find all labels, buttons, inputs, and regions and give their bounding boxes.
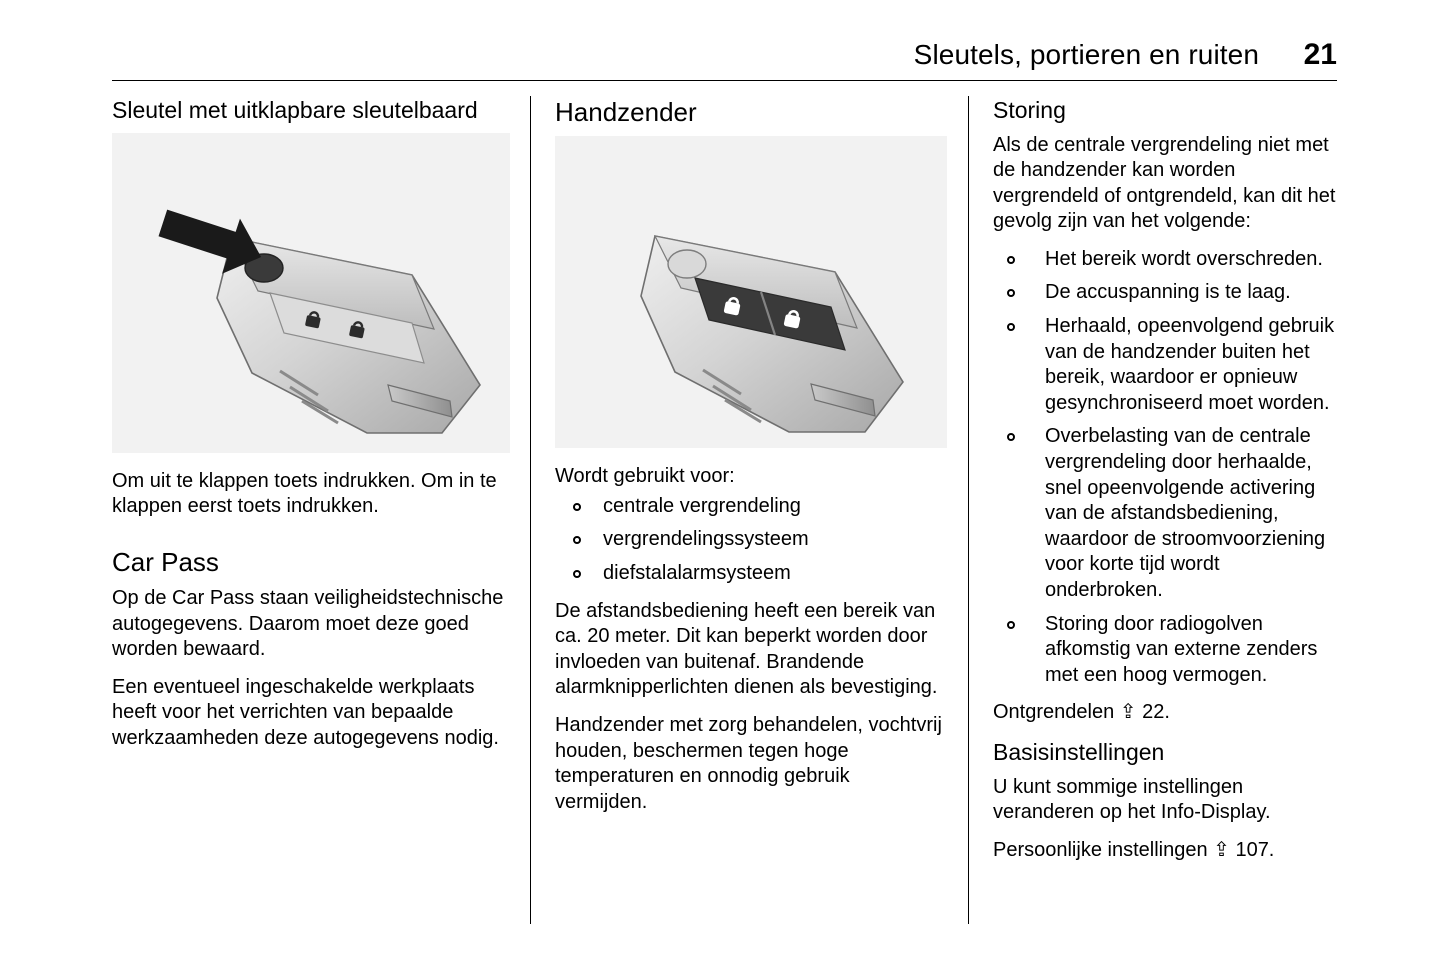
paragraph-car-pass-1: Op de Car Pass staan veiligheidstechnische autogegevens. Daarom moet deze goed worden bewaard.	[112, 586, 504, 661]
crossref-persoonlijke-instellingen: Persoonlijke instellingen ⇪ 107.	[993, 838, 1275, 861]
paragraph-car-pass-2: Een eventueel ingeschakelde werkplaats heeft voor het verrichten van bepaalde werkzaamheden deze autogegevens nodig.	[112, 675, 499, 749]
header-divider	[112, 80, 1337, 81]
folding-key-illustration	[112, 133, 510, 453]
paragraph-care: Handzender met zorg behandelen, vochtvrij houden, beschermen tegen hoge temperaturen en onnodig gebruik vermijden.	[555, 713, 942, 813]
heading-folding-key: Sleutel met uitklapbare sleutelbaard	[112, 97, 478, 123]
list-item: diefstalalarmsysteem	[555, 561, 942, 587]
heading-basisinstellingen: Basisinstellingen	[993, 738, 1165, 765]
page-number: 21	[1303, 38, 1337, 71]
list-item: Herhaald, opeenvolgend gebruik van de handzender buiten het bereik, waardoor er opnieuw gesynchroniseerd moet worden.	[993, 314, 1337, 416]
page-title: Sleutels, portieren en ruiten	[913, 39, 1259, 70]
paragraph-usage-intro: Wordt gebruikt voor:	[555, 465, 735, 488]
remote-control-key-illustration	[555, 136, 947, 448]
column-right	[968, 96, 1337, 924]
paragraph-storing-intro: Als de centrale vergrendeling niet met de handzender kan worden vergrendeld of ontgrendeld, kan dit het gevolg zijn van het volgende:	[993, 133, 1336, 233]
list-item: Het bereik wordt overschreden.	[993, 247, 1337, 273]
storing-list	[993, 247, 1337, 689]
heading-car-pass: Car Pass	[112, 546, 219, 577]
paragraph-fold-instructions: Om uit te klappen toets indrukken. Om in te klappen eerst toets indrukken.	[112, 469, 497, 518]
heading-storing: Storing	[993, 97, 1066, 123]
column-middle	[530, 96, 968, 924]
folding-key-svg	[112, 133, 510, 453]
usage-list	[555, 494, 942, 587]
list-item: De accuspanning is te laag.	[993, 280, 1337, 306]
paragraph-range: De afstandsbediening heeft een bereik van ca. 20 meter. Dit kan beperkt worden door invloeden van buitenaf. Brandende alarmknipperlichten dienen als bevestiging.	[555, 599, 938, 699]
list-item: vergrendelingssysteem	[555, 527, 942, 553]
page-header	[112, 38, 1337, 72]
column-left	[112, 96, 530, 924]
list-item: Storing door radiogolven afkomstig van externe zenders met een hoog vermogen.	[993, 612, 1337, 689]
list-item: Overbelasting van de centrale vergrendeling door herhaalde, snel opeenvolgende activering van de afstandsbediening, waardoor de stroomvoorziening voor korte tijd wordt onderbroken.	[993, 424, 1337, 603]
paragraph-basisinstellingen: U kunt sommige instellingen veranderen op het Info-Display.	[993, 775, 1271, 824]
heading-handzender: Handzender	[555, 97, 697, 127]
page-columns	[112, 96, 1337, 924]
crossref-ontgrendelen: Ontgrendelen ⇪ 22.	[993, 701, 1170, 724]
remote-key-svg	[555, 136, 947, 448]
list-item: centrale vergrendeling	[555, 494, 942, 520]
